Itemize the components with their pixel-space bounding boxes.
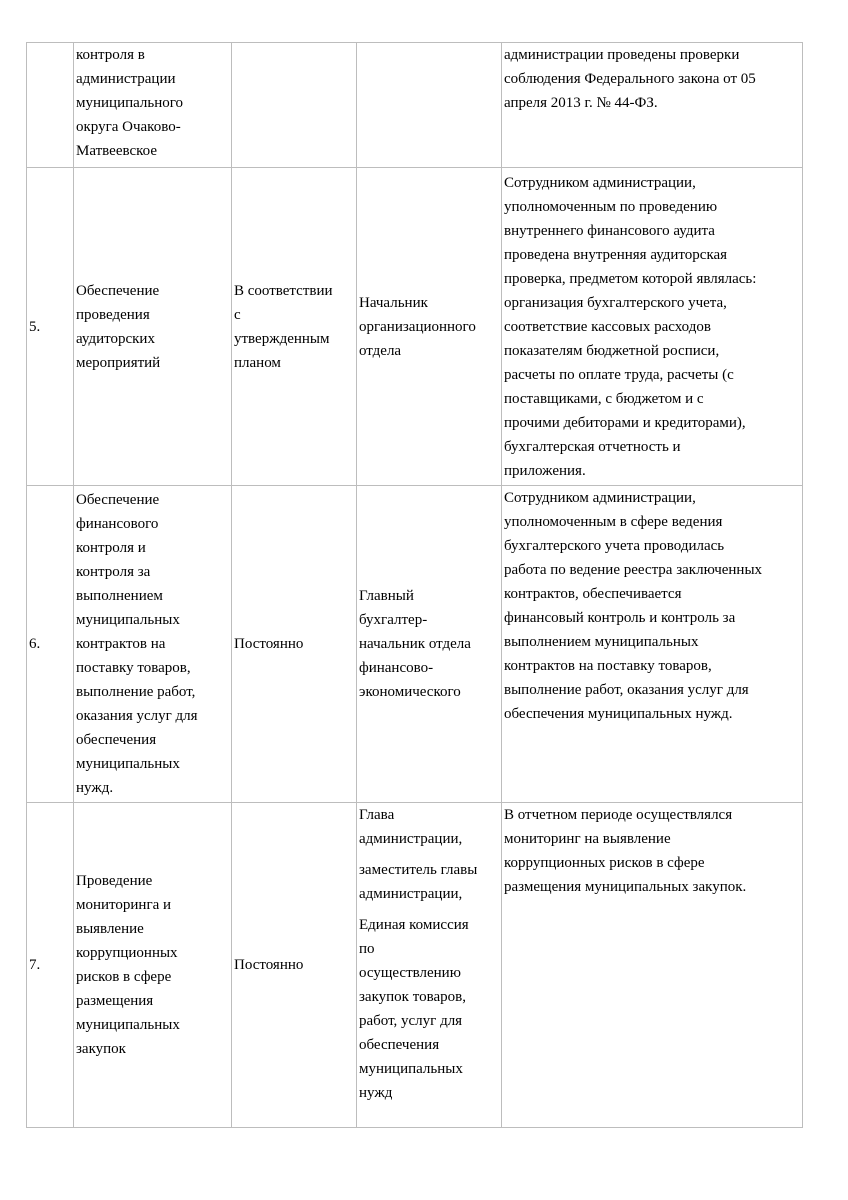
measure-name <box>74 43 232 168</box>
responsible-persons <box>357 803 502 1128</box>
table-row <box>27 803 803 1128</box>
execution-term <box>232 43 357 168</box>
execution-term-text: Постоянно <box>234 957 304 973</box>
row-number: 7. <box>27 803 74 1128</box>
measure-name <box>74 803 232 1128</box>
measure-name-text: контроля в администрации муниципального округа Очаково- Матвеевское <box>76 47 184 159</box>
responsible-persons <box>357 486 502 803</box>
execution-term <box>232 486 357 803</box>
responsible-persons <box>357 43 502 168</box>
measure-name-text: Обеспечение проведения аудиторских мероприятий <box>76 282 161 371</box>
responsible-persons <box>357 168 502 486</box>
responsible-person: Глава администрации, <box>359 807 463 847</box>
measure-name-text: Обеспечение финансового контроля и контроля за выполнением муниципальных контрактов на поставку товаров, выполнение работ, оказания услуг для обеспечения муниципальных нужд. <box>76 492 198 796</box>
measure-name <box>74 168 232 486</box>
execution-result <box>502 486 803 803</box>
execution-term-text: В соответствии с утвержденным планом <box>234 282 333 371</box>
measure-name-text: Проведение мониторинга и выявление коррупционных рисков в сфере размещения муниципальных закупок <box>76 873 180 1057</box>
row-number: 5. <box>27 168 74 486</box>
execution-result <box>502 803 803 1128</box>
row-number: 6. <box>27 486 74 803</box>
execution-result-text: администрации проведены проверки соблюдения Федерального закона от 05 апреля 2013 г. № 44-ФЗ. <box>504 47 756 111</box>
table-row <box>27 486 803 803</box>
execution-result-text: Сотрудником администрации, уполномоченным по проведению внутреннего финансового аудита проведена внутренняя аудиторская проверка, предметом которой являлась: организация бухгалтерского учета, соответствие кассовых расходов показателям бюджетной росписи, расчеты по оплате труда, расчеты (с поставщиками, с бюджетом и с прочими дебиторами и кредиторами), бухгалтерская отчетность и приложения. <box>504 174 757 479</box>
responsible-person: Единая комиссия по осуществлению закупок товаров, работ, услуг для обеспечения муниципальных нужд <box>359 917 469 1101</box>
execution-term <box>232 168 357 486</box>
execution-result-text: Сотрудником администрации, уполномоченным в сфере ведения бухгалтерского учета проводилась работа по ведение реестра заключенных контрактов, обеспечивается финансовый контроль и контроль за выполнением муниципальных контрактов на поставку товаров, выполнение работ, оказания услуг для обеспечения муниципальных нужд. <box>504 490 763 722</box>
table-row <box>27 168 803 486</box>
execution-result <box>502 43 803 168</box>
execution-term-text: Постоянно <box>234 636 304 652</box>
row-number <box>27 43 74 168</box>
execution-result-text: В отчетном периоде осуществлялся мониторинг на выявление коррупционных рисков в сфере размещения муниципальных закупок. <box>504 807 747 895</box>
responsible-person: Главный бухгалтер- начальник отдела финансово- экономического <box>359 588 471 700</box>
measures-table <box>26 42 803 1128</box>
table-row <box>27 43 803 168</box>
responsible-person: заместитель главы администрации, <box>359 862 478 902</box>
execution-term <box>232 803 357 1128</box>
measure-name <box>74 486 232 803</box>
responsible-person: Начальник организационного отдела <box>359 294 476 359</box>
execution-result <box>502 168 803 486</box>
